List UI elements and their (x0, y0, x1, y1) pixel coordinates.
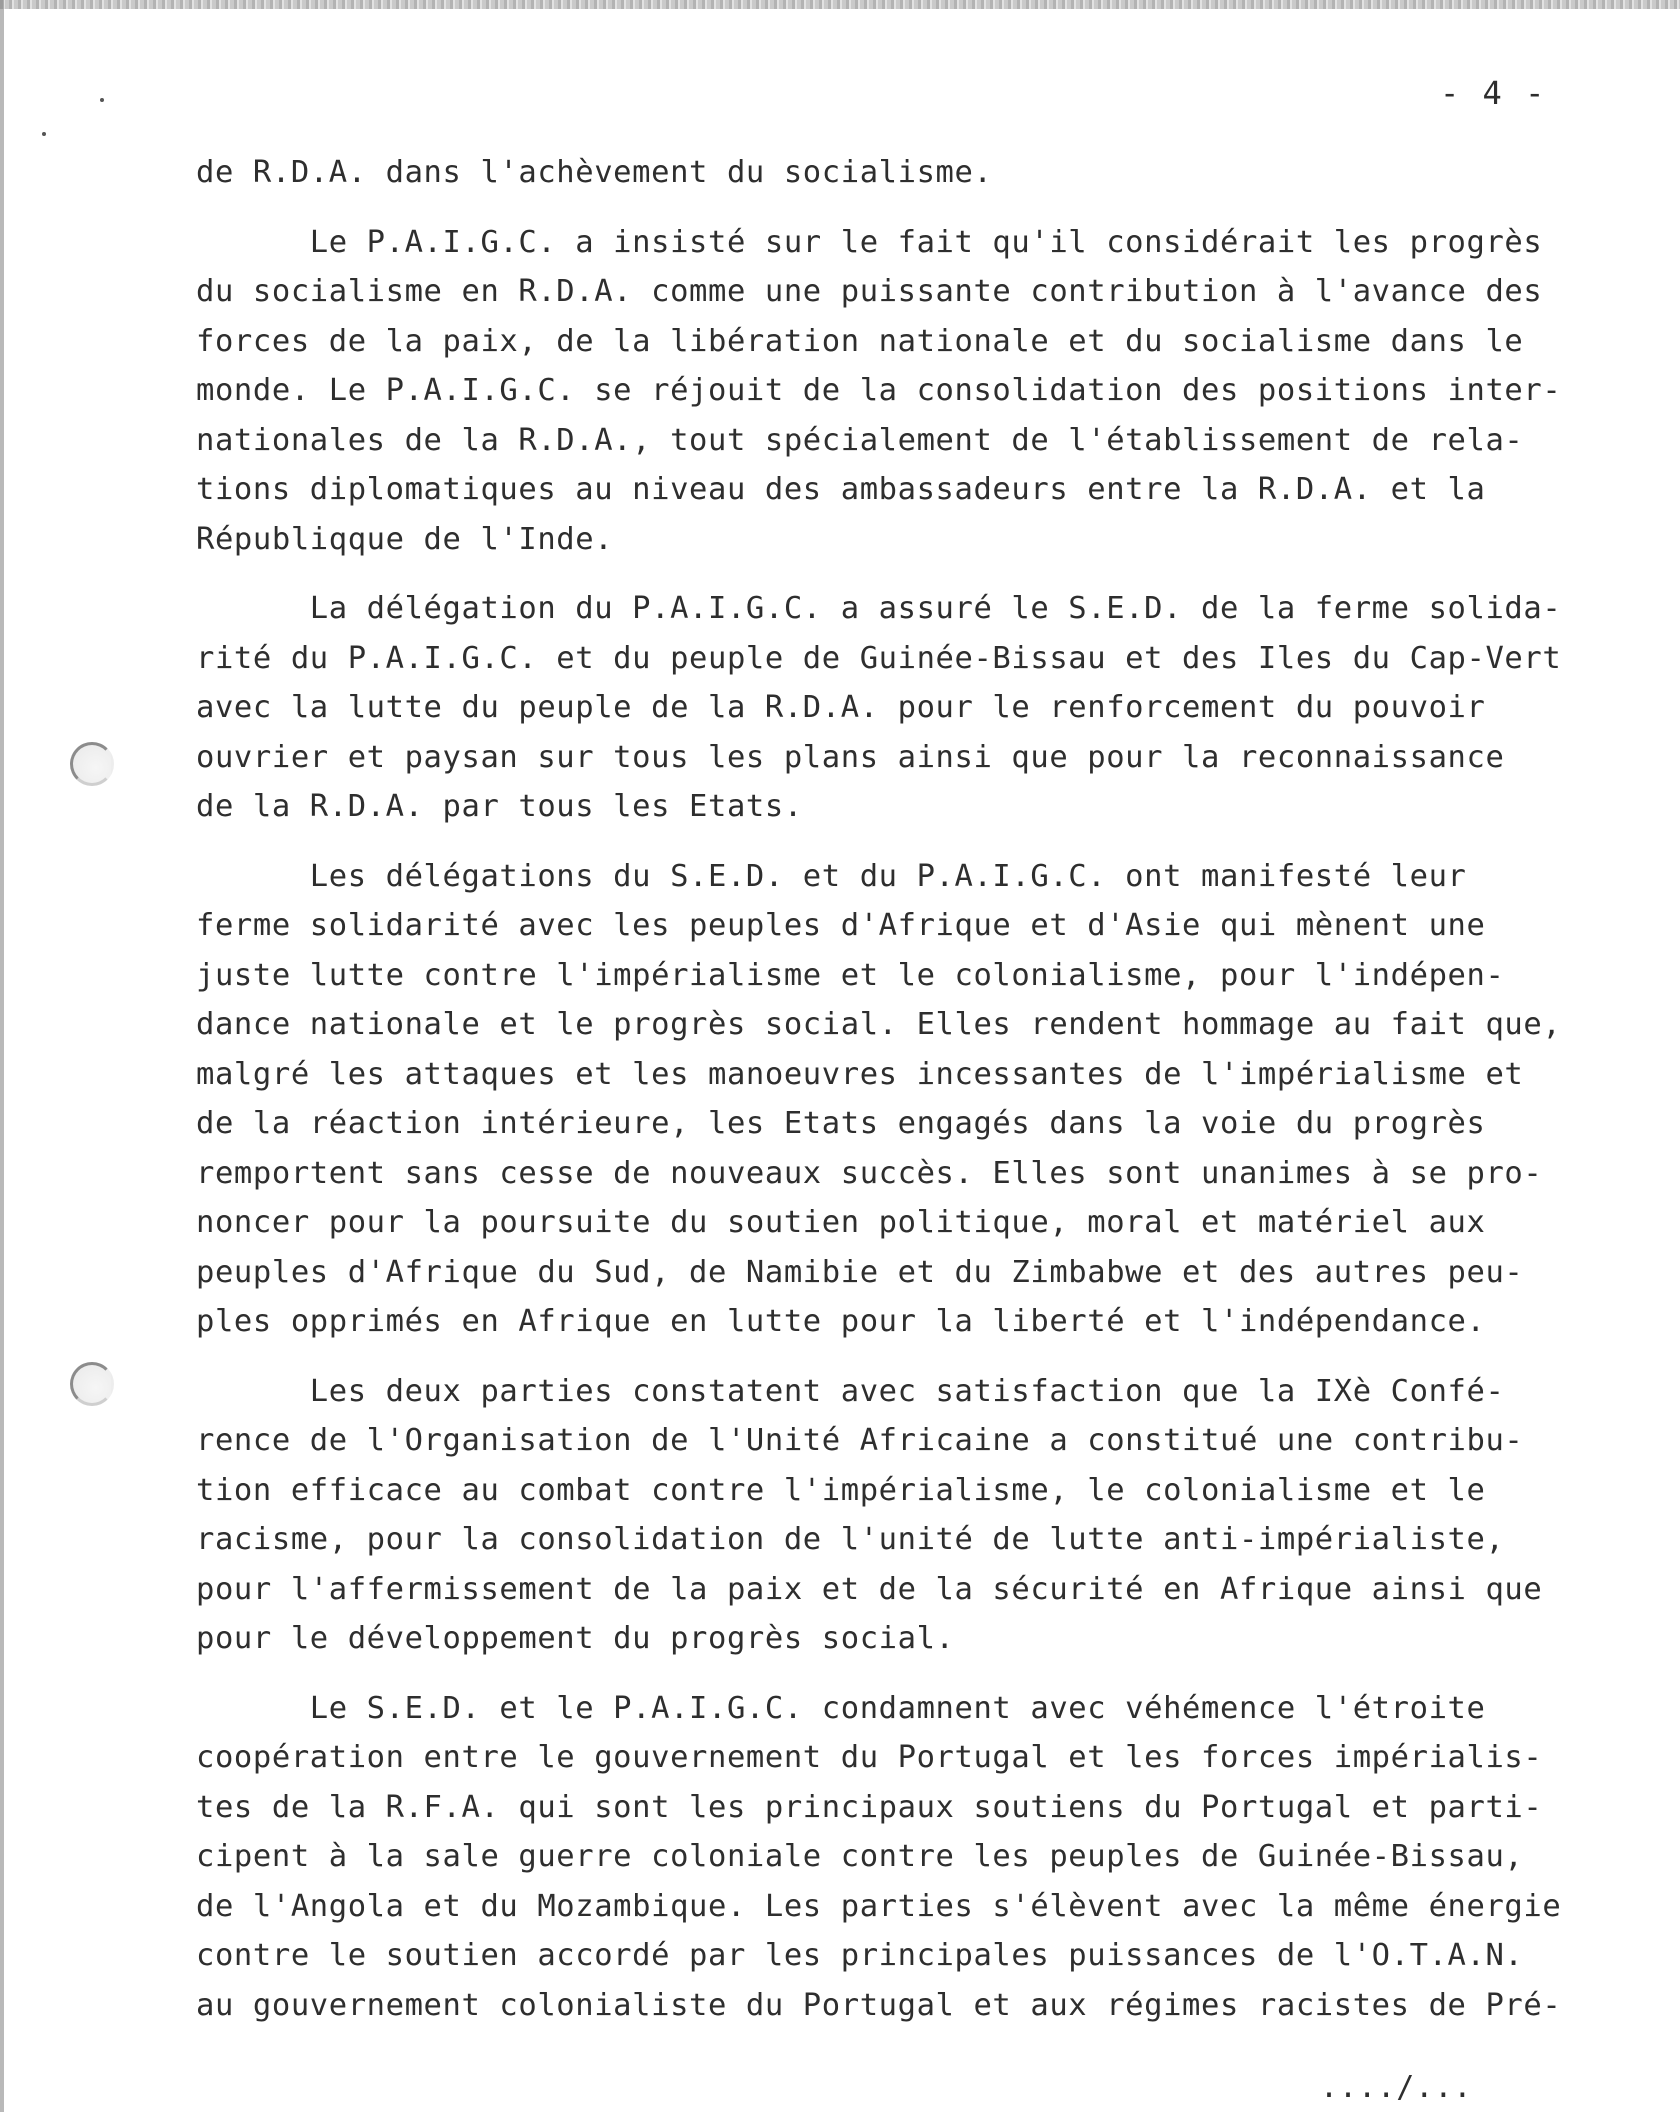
text-line: ferme solidarité avec les peuples d'Afrique et d'Asie qui mènent une (196, 908, 1486, 943)
paragraph-gap (196, 832, 1646, 852)
text-line: juste lutte contre l'impérialisme et le colonialisme, pour l'indépen- (196, 957, 1505, 993)
page-number: - 4 - (1440, 74, 1547, 112)
text-line: de la R.D.A. par tous les Etats. (196, 789, 803, 824)
paragraph (196, 218, 1646, 565)
text-line: coopération entre le gouvernement du Portugal et les forces impérialis- (196, 1740, 1543, 1775)
text-line: tes de la R.F.A. qui sont les principaux soutiens du Portugal et parti- (196, 1789, 1543, 1825)
scan-speck (42, 132, 46, 136)
paragraph-gap (196, 1664, 1646, 1684)
text-line: pour le développement du progrès social. (196, 1621, 955, 1656)
text-line: nationales de la R.D.A., tout spécialement de l'établissement de rela- (196, 422, 1524, 458)
text-line: contre le soutien accordé par les principales puissances de l'O.T.A.N. (196, 1938, 1524, 1973)
paragraph-gap (196, 198, 1646, 218)
text-line: de la réaction intérieure, les Etats engagés dans la voie du progrès (196, 1106, 1486, 1141)
text-line: forces de la paix, de la libération nationale et du socialisme dans le (196, 323, 1524, 359)
text-line: Républiqque de l'Inde. (196, 521, 614, 557)
text-line: tion efficace au combat contre l'impérialisme, le colonialisme et le (196, 1472, 1486, 1508)
text-line: avec la lutte du peuple de la R.D.A. pour le renforcement du pouvoir (196, 690, 1486, 725)
paragraph (196, 584, 1646, 832)
text-line: Les délégations du S.E.D. et du P.A.I.G.C. ont manifesté leur (196, 858, 1467, 894)
text-line: de R.D.A. dans l'achèvement du socialisme. (196, 155, 993, 190)
text-line: peuples d'Afrique du Sud, de Namibie et du Zimbabwe et des autres peu- (196, 1254, 1524, 1290)
punch-hole (70, 742, 114, 786)
text-line: ouvrier et paysan sur tous les plans ainsi que pour la reconnaissance (196, 739, 1505, 775)
scan-speck (100, 98, 104, 102)
text-line: remportent sans cesse de nouveaux succès. Elles sont unanimes à se pro- (196, 1155, 1543, 1191)
text-line: cipent à la sale guerre coloniale contre les peuples de Guinée-Bissau, (196, 1839, 1524, 1874)
text-line: de l'Angola et du Mozambique. Les parties s'élèvent avec la même énergie (196, 1888, 1562, 1924)
text-line: dance nationale et le progrès social. Elles rendent hommage au fait que, (196, 1007, 1562, 1042)
text-line: du socialisme en R.D.A. comme une puissante contribution à l'avance des (196, 274, 1543, 309)
text-line: noncer pour la poursuite du soutien politique, moral et matériel aux (196, 1205, 1486, 1240)
text-line: malgré les attaques et les manoeuvres incessantes de l'impérialisme et (196, 1056, 1524, 1092)
text-line: Le S.E.D. et le P.A.I.G.C. condamnent avec véhémence l'étroite (196, 1690, 1486, 1726)
paragraph (196, 148, 1646, 198)
punch-hole (70, 1362, 114, 1406)
text-line: ples opprimés en Afrique en lutte pour la liberté et l'indépendance. (196, 1304, 1486, 1339)
paragraph-gap (196, 564, 1646, 584)
paragraph (196, 852, 1646, 1347)
text-line: Le P.A.I.G.C. a insisté sur le fait qu'il considérait les progrès (196, 224, 1543, 260)
text-line: pour l'affermissement de la paix et de la sécurité en Afrique ainsi que (196, 1571, 1543, 1607)
paragraph-gap (196, 1347, 1646, 1367)
text-line: La délégation du P.A.I.G.C. a assuré le S.E.D. de la ferme solida- (196, 591, 1562, 626)
scan-top-edge (0, 0, 1680, 9)
text-line: rité du P.A.I.G.C. et du peuple de Guinée-Bissau et des Iles du Cap-Vert (196, 640, 1562, 676)
paragraph (196, 1684, 1646, 2031)
text-line: monde. Le P.A.I.G.C. se réjouit de la consolidation des positions inter- (196, 373, 1562, 408)
text-line: tions diplomatiques au niveau des ambassadeurs entre la R.D.A. et la (196, 472, 1486, 507)
text-line: rence de l'Organisation de l'Unité Africaine a constitué une contribu- (196, 1423, 1524, 1458)
document-body (196, 148, 1646, 2030)
continuation-mark: ..../... (1320, 2070, 1473, 2105)
paragraph (196, 1367, 1646, 1664)
scan-left-edge (0, 0, 4, 2112)
text-line: Les deux parties constatent avec satisfaction que la IXè Confé- (196, 1373, 1505, 1409)
text-line: au gouvernement colonialiste du Portugal et aux régimes racistes de Pré- (196, 1987, 1562, 2023)
text-line: racisme, pour la consolidation de l'unité de lutte anti-impérialiste, (196, 1522, 1505, 1557)
